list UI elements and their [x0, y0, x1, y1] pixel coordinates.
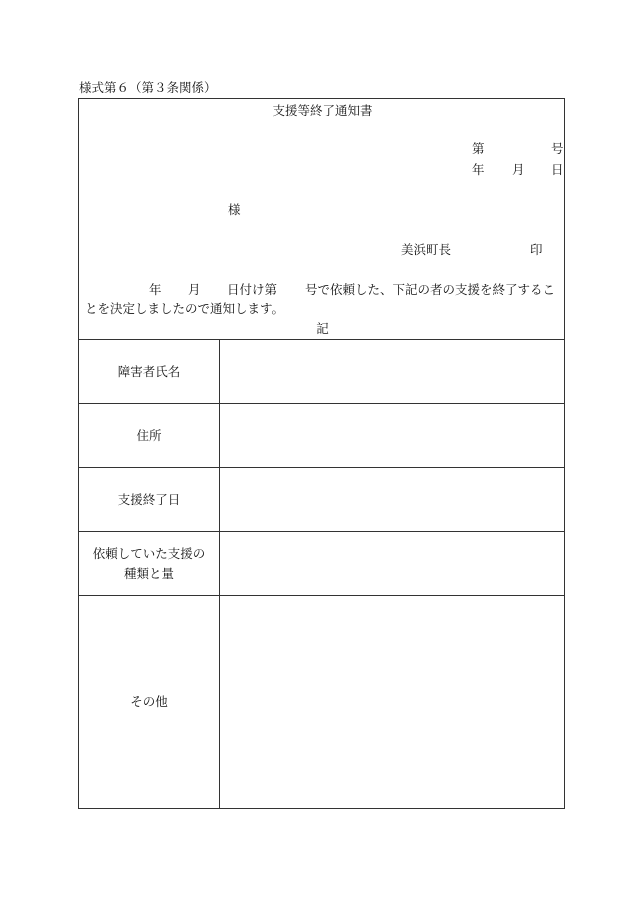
addressee-honorific: 様	[228, 202, 241, 217]
body-text-1: 日付け第	[227, 282, 278, 297]
row-end-date-value[interactable]	[220, 468, 564, 531]
row-support-type	[79, 532, 564, 596]
number-prefix: 第	[472, 141, 485, 156]
date-month: 月	[512, 162, 525, 177]
row-name-value[interactable]	[220, 340, 564, 403]
row-support-type-label	[79, 532, 220, 595]
sender-name: 美浜町長	[401, 242, 452, 257]
date-year: 年	[472, 162, 485, 177]
row-address	[79, 404, 564, 468]
row-other-label: その他	[79, 596, 220, 808]
row-address-label: 住所	[79, 404, 220, 467]
row-name	[79, 340, 564, 404]
document-title: 支援等終了通知書	[272, 103, 373, 118]
date-day: 日	[551, 162, 564, 177]
row-support-type-value[interactable]	[220, 532, 564, 595]
row-end-date	[79, 468, 564, 532]
row-address-value[interactable]	[220, 404, 564, 467]
row-support-type-label-line2: 種類と量	[123, 565, 174, 581]
row-name-label: 障害者氏名	[79, 340, 220, 403]
row-other-value[interactable]	[220, 596, 564, 808]
notice-form	[78, 98, 565, 809]
form-number-label: 様式第６（第３条関係）	[79, 80, 217, 95]
body-text-3: とを決定しましたので通知します。	[85, 301, 285, 316]
ki-heading: 記	[316, 321, 329, 336]
row-other	[79, 596, 564, 808]
body-text-2: 号で依頼した、下記の者の支援を終了するこ	[305, 282, 556, 297]
notice-header	[79, 99, 564, 340]
number-suffix: 号	[551, 141, 564, 156]
row-end-date-label: 支援終了日	[79, 468, 220, 531]
seal-mark: 印	[530, 242, 543, 257]
row-support-type-label-line1: 依頼していた支援の	[92, 545, 206, 561]
body-year: 年	[149, 282, 162, 297]
body-month: 月	[188, 282, 201, 297]
